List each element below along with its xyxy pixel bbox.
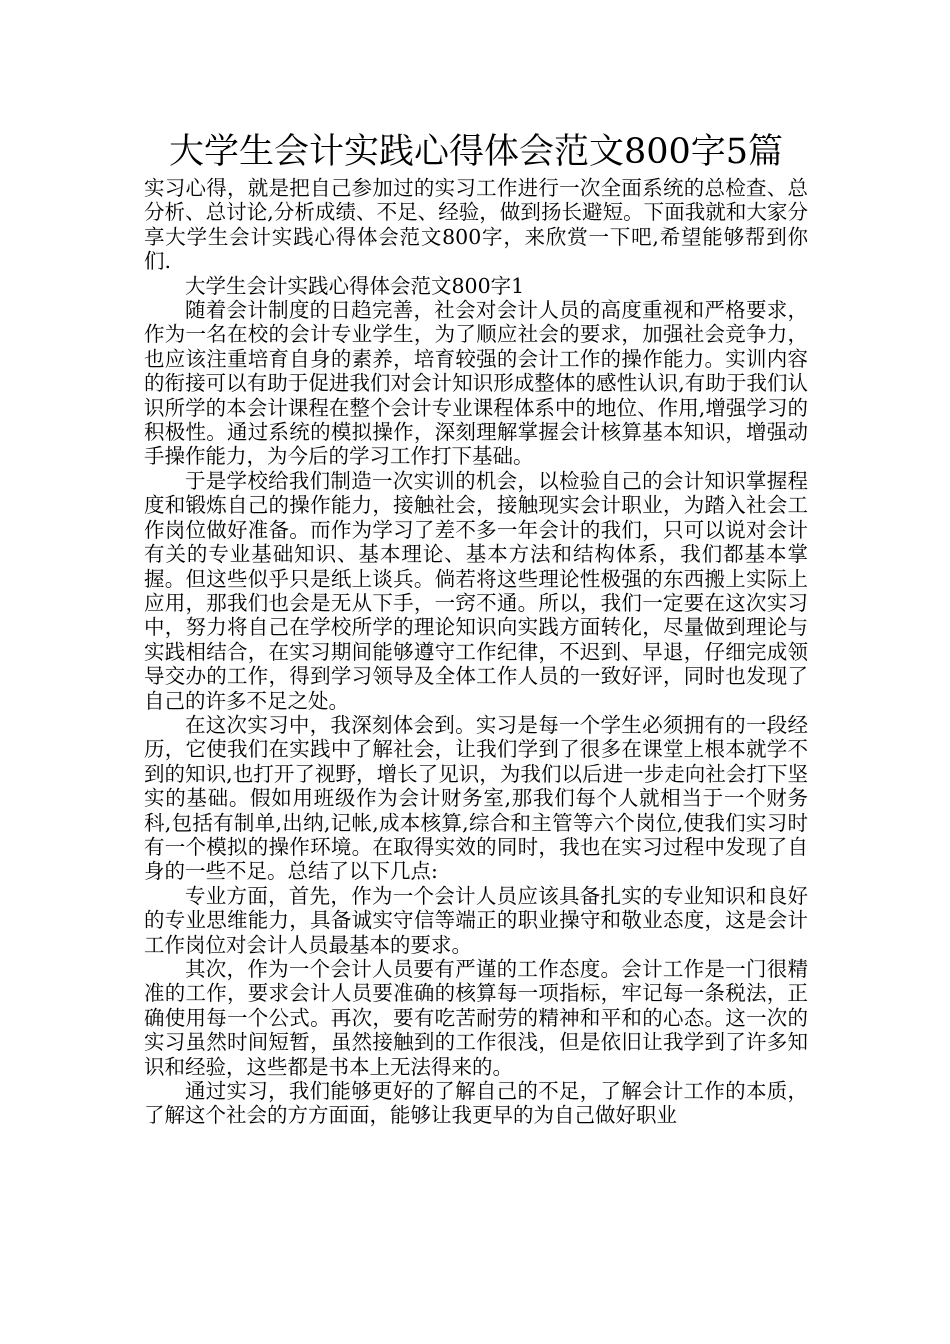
- paragraph: 通过实习，我们能够更好的了解自己的不足，了解会计工作的本质，了解这个社会的方方面面，能够让我更早的为自己做好职业: [144, 1079, 808, 1128]
- paragraph: 在这次实习中，我深刻体会到。实习是每一个学生必须拥有的一段经历，它使我们在实践中了解社会，让我们学到了很多在课堂上根本就学不到的知识,也打开了视野，增长了见识，为我们以后进一步走向社会打下坚实的基础。假如用班级作为会计财务室,那我们每个人就相当于一个财务科,包括有制单,出纳,记帐,成本核算,综合和主管等六个岗位,使我们实习时有一个模拟的操作环境。在取得实效的同时，我也在实习过程中发现了自身的一些不足。总结了以下几点:: [144, 712, 808, 884]
- document-title: 大学生会计实践心得体会范文800字5篇: [168, 132, 784, 172]
- document-body: [144, 176, 808, 1128]
- paragraph: 其次，作为一个会计人员要有严谨的工作态度。会计工作是一门很精准的工作，要求会计人员要准确的核算每一项指标，牢记每一条税法，正确使用每一个公式。再次，要有吃苦耐劳的精神和平和的心态。这一次的实习虽然时间短暂，虽然接触到的工作很浅，但是依旧让我学到了许多知识和经验，这些都是书本上无法得来的。: [144, 957, 808, 1079]
- paragraph: 于是学校给我们制造一次实训的机会，以检验自己的会计知识掌握程度和锻炼自己的操作能力，接触社会，接触现实会计职业，为踏入社会工作岗位做好准备。而作为学习了差不多一年会计的我们，只可以说对会计有关的专业基础知识、基本理论、基本方法和结构体系，我们都基本掌握。但这些似乎只是纸上谈兵。倘若将这些理论性极强的东西搬上实际上应用，那我们也会是无从下手，一窍不通。所以，我们一定要在这次实习中，努力将自己在学校所学的理论知识向实践方面转化，尽量做到理论与实践相结合，在实习期间能够遵守工作纪律，不迟到、早退，仔细完成领导交办的工作，得到学习领导及全体工作人员的一致好评，同时也发现了自己的许多不足之处。: [144, 468, 808, 713]
- section-heading: 大学生会计实践心得体会范文800字1: [185, 273, 525, 298]
- paragraph: 随着会计制度的日趋完善，社会对会计人员的高度重视和严格要求，作为一名在校的会计专业学生，为了顺应社会的要求，加强社会竞争力，也应该注重培育自身的素养，培育较强的会计工作的操作能力。实训内容的衔接可以有助于促进我们对会计知识形成整体的感性认识,有助于我们认识所学的本会计课程在整个会计专业课程体系中的地位、作用,增强学习的积极性。通过系统的模拟操作，深刻理解掌握会计核算基本知识，增强动手操作能力，为今后的学习工作打下基础。: [144, 298, 808, 469]
- paragraph: 专业方面，首先，作为一个会计人员应该具备扎实的专业知识和良好的专业思维能力，具备诚实守信等端正的职业操守和敬业态度，这是会计工作岗位对会计人员最基本的要求。: [144, 883, 808, 957]
- paragraph-intro: 实习心得，就是把自己参加过的实习工作进行一次全面系统的总检查、总分析、总讨论,分析成绩、不足、经验，做到扬长避短。下面我就和大家分享大学生会计实践心得体会范文800字，来欣赏一下吧,希望能够帮到你们.: [144, 176, 808, 274]
- document-page: [144, 128, 808, 1128]
